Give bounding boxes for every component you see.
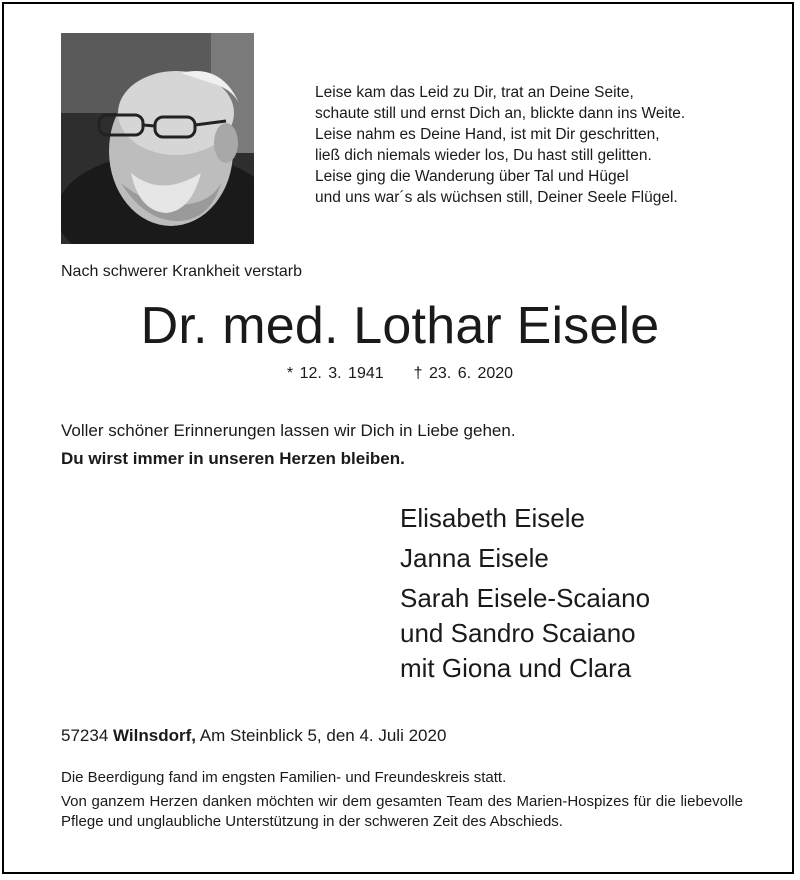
poem-line: Leise nahm es Deine Hand, ist mit Dir geschritten, <box>315 126 660 143</box>
portrait-illustration <box>61 33 254 244</box>
death-date: † 23. 6. 2020 <box>413 365 514 382</box>
family-member: mit Giona und Clara <box>400 653 632 683</box>
life-dates <box>4 365 796 383</box>
poem-verse <box>315 82 765 208</box>
portrait-photo <box>61 33 254 244</box>
address-line <box>61 726 446 746</box>
poem-line: ließ dich niemals wieder los, Du hast still gelitten. <box>315 147 652 164</box>
notes <box>61 768 743 836</box>
family-member: Sarah Eisele-Scaiano <box>400 583 651 613</box>
address-rest: Am Steinblick 5, den 4. Juli 2020 <box>199 726 447 745</box>
family-member: und Sandro Scaiano <box>400 618 636 648</box>
family-member: Elisabeth Eisele <box>400 503 585 533</box>
poem-line: Leise ging die Wanderung über Tal und Hügel <box>315 168 629 185</box>
memory-line: Voller schöner Erinnerungen lassen wir Dich in Liebe gehen. <box>61 421 516 440</box>
poem-line: und uns war´s als wüchsen still, Deiner Seele Flügel. <box>315 189 678 206</box>
address-town: Wilnsdorf, <box>113 726 196 745</box>
deceased-name: Dr. med. Lothar Eisele <box>140 297 660 355</box>
poem-line: Leise kam das Leid zu Dir, trat an Deine Seite, <box>315 84 634 101</box>
thanks-note: Von ganzem Herzen danken möchten wir dem gesamten Team des Marien-Hospizes für die liebevolle Pflege und unglaubliche Unterstützung in der schweren Zeit des Abschieds. <box>61 793 743 830</box>
family-member: Janna Eisele <box>400 543 549 573</box>
memory-bold-line: Du wirst immer in unseren Herzen bleiben. <box>61 449 405 468</box>
funeral-note: Die Beerdigung fand im engsten Familien- und Freundeskreis statt. <box>61 769 507 786</box>
obituary-notice <box>2 2 794 874</box>
birth-date: * 12. 3. 1941 <box>286 365 384 382</box>
poem-line: schaute still und ernst Dich an, blickte dann ins Weite. <box>315 105 686 122</box>
memory-text <box>61 417 516 473</box>
family-names <box>400 501 650 686</box>
address-zip: 57234 <box>61 726 109 745</box>
intro-text: Nach schwerer Krankheit verstarb <box>61 263 302 280</box>
